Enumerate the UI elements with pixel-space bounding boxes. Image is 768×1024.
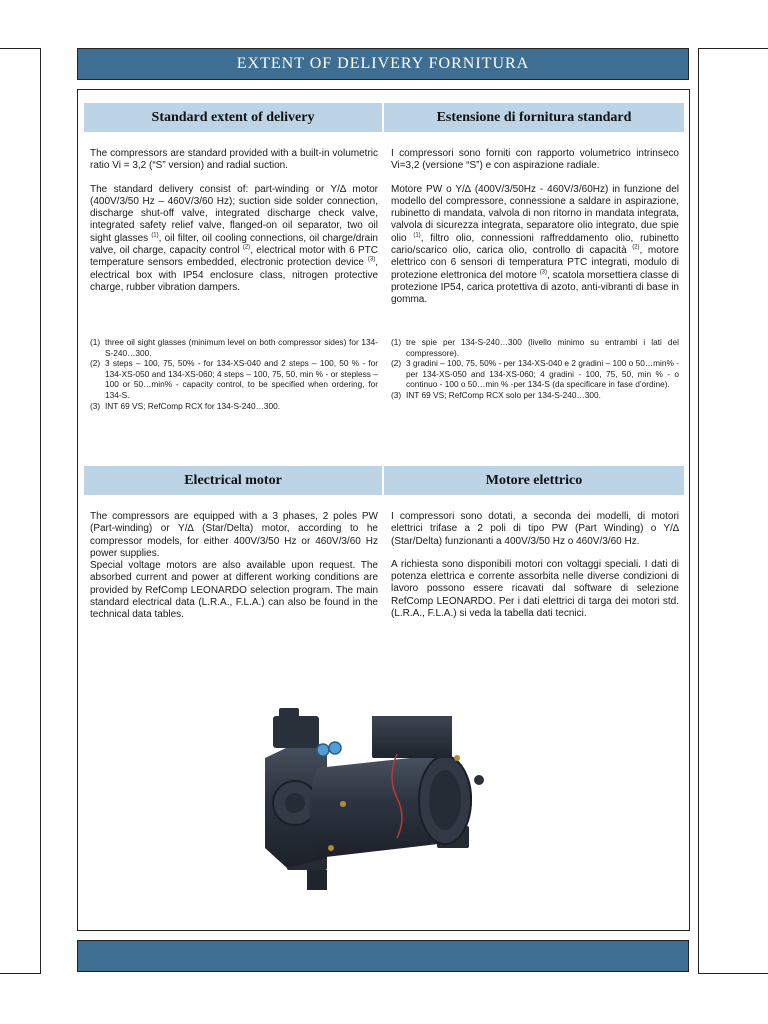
- footnote-item: [90, 401, 378, 412]
- delivery-text-it: [391, 148, 679, 318]
- heading-electrical-motor-it: Motore elettrico: [384, 466, 684, 495]
- delivery-para2-en-a: The standard delivery consist of: part-winding or Y/∆ motor (400V/3/50 Hz – 460V/3/60 Hz); suction side solder connection, discharge shut-off valve, integrated discharge check valve, integrated safety relief valve, flanged-on oil separator, two oil sight glasses: [90, 183, 378, 244]
- footnote-item: [391, 358, 679, 390]
- footnote-text: tre spie per 134-S-240…300 (livello minimo su entrambi i lati del compressore).: [406, 337, 679, 358]
- footnote-ref-2-it: (2): [632, 244, 640, 251]
- footnote-ref-1-it: (1): [413, 232, 421, 239]
- delivery-para2-it-d: , scatola morsettiera classe di protezione IP54, carica protettiva di azoto, anti-vibranti di base in gomma.: [391, 269, 680, 306]
- delivery-para2-en: [90, 184, 378, 295]
- footnote-item: [90, 358, 378, 400]
- delivery-para2-it: [391, 184, 679, 307]
- motor-para2-en: Special voltage motors are also available upon request. The absorbed current and power at different working conditions are provided by RefComp LEONARDO selection program. The main standard electrical data (L.R.A., F.L.A.) can also be found in the technical data tables.: [90, 560, 378, 621]
- page-edge-right: [698, 48, 768, 974]
- footnotes-it: [391, 337, 679, 401]
- footnotes-en: [90, 337, 378, 411]
- footnote-text: three oil sight glasses (minimum level on both compressor sides) for 134-S-240…300.: [105, 337, 378, 358]
- page-title: EXTENT OF DELIVERY FORNITURA: [77, 48, 689, 80]
- footnote-text: INT 69 VS; RefComp RCX for 134-S-240…300.: [105, 400, 281, 411]
- footnote-ref-3: (3): [367, 257, 376, 264]
- motor-text-it: [391, 511, 679, 631]
- footnote-number: (2): [391, 358, 402, 369]
- footnote-number: (3): [391, 389, 402, 400]
- heading-electrical-motor-en: Electrical motor: [84, 466, 382, 495]
- footnote-item: [391, 337, 679, 358]
- motor-para2-it: A richiesta sono disponibili motori con voltaggi speciali. I dati di potenza elettrica e corrente assorbita nelle diverse condizioni di lavoro possono essere ricavati dal software di selezione RefComp LEONARDO. Per i dati elettrici di targa dei motori std. (L.R.A., F.L.A.) si veda la tabella dati tecnici.: [391, 558, 679, 620]
- delivery-para2-it-a: Motore PW o Y/∆ (400V/3/50Hz - 460V/3/60Hz) in funzione del modello del compressore, connessione a saldare in aspirazione, rubinetto di mandata, valvola di non ritorno in mandata integrata, valvola di sicurezza integrata, separatore olio integrato, due spie olio: [391, 183, 679, 244]
- footnote-number: (3): [90, 400, 101, 411]
- page-footer-bar: [77, 940, 689, 972]
- heading-standard-delivery-en: Standard extent of delivery: [84, 103, 382, 132]
- footnote-text: 3 steps – 100, 75, 50% - for 134-XS-040 and 2 steps – 100, 50 % - for 134-XS-050 and 134-XS-060; 4 steps – 100, 75, 50, min % - or stepless – 100 or 50…min% - capacity control, to be specified when ordering, for 134-S.: [105, 358, 378, 400]
- footnote-number: (2): [90, 358, 101, 369]
- footnote-number: (1): [391, 337, 402, 347]
- motor-para1-en: The compressors are equipped with a 3 phases, 2 poles PW (Part-winding) or Y/∆ (Star/Delta) motor, according to he compressor models, for either 400V/3/50 Hz or 460V/3/60 Hz power supplies.: [90, 511, 378, 559]
- delivery-para2-it-c: , motore elettrico con 6 sensori di temperatura PTC integrati, modulo di protezione elettronica del motore: [391, 245, 679, 281]
- footnote-ref-1: (1): [151, 232, 159, 239]
- footnote-ref-3-it: (3): [539, 269, 548, 276]
- footnote-ref-2: (2): [242, 244, 251, 251]
- delivery-text-en: [90, 148, 378, 305]
- delivery-para2-en-c: , electrical motor with 6 PTC temperature sensors embedded, electronic protection device: [90, 245, 378, 269]
- footnote-number: (1): [90, 337, 101, 347]
- delivery-para2-it-b: , filtro olio, connessioni raffreddamento olio, rubinetto cario/scarico olio, carica olio, controllo di capacità: [391, 232, 679, 257]
- delivery-para2-en-b: , oil filter, oil cooling connections, oil charge/drain valve, oil charge, capacity control: [90, 232, 378, 257]
- page-edge-left: [0, 48, 41, 974]
- footnote-item: [90, 337, 378, 358]
- motor-para1-it: I compressori sono dotati, a seconda dei modelli, di motori elettrici trifase a 2 poli di tipo PW (Part Winding) o Y/∆ (Star/Delta) funzionanti a 400V/3/50 Hz o 460V/3/60 Hz.: [391, 511, 679, 547]
- delivery-para2-en-d: , electrical box with IP54 enclosure class, nitrogen protective charge, rubber vibration dampers.: [90, 257, 378, 293]
- heading-standard-delivery-it: Estensione di fornitura standard: [384, 103, 684, 132]
- delivery-para1-en: The compressors are standard provided with a built-in volumetric ratio Vi = 3,2 (“S” version) and radial suction.: [90, 148, 378, 172]
- footnote-text: INT 69 VS; RefComp RCX solo per 134-S-240…300.: [406, 389, 601, 400]
- footnote-text: 3 gradini – 100, 75, 50% - per 134-XS-040 e 2 gradini – 100 o 50…min% - per 134-XS-050 and 134-XS-060; 4 gradini - 100, 75, 50, min % - o continuo - 100 o 50…min % -per 134-S (da specificare in fase d’ordine).: [406, 358, 679, 390]
- compressor-photo: [247, 708, 497, 894]
- motor-text-en: [90, 511, 378, 622]
- footnote-item: [391, 390, 679, 401]
- delivery-para1-it: I compressori sono forniti con rapporto volumetrico intrinseco Vi=3,2 (versione “S”) e con aspirazione radiale.: [391, 148, 679, 172]
